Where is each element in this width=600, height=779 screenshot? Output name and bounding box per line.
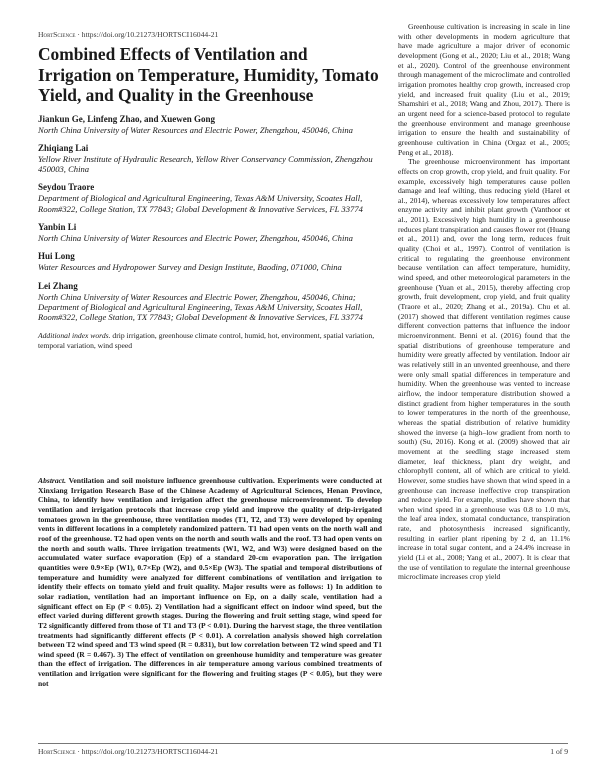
author-affiliation: North China University of Water Resources and Electric Power, Zhengzhou, 450046, China <box>38 232 353 243</box>
abstract-label: Abstract. <box>38 476 67 485</box>
author-block <box>38 114 382 323</box>
left-column <box>38 44 382 351</box>
author-names: Seydou Traore <box>38 182 95 193</box>
footer-citation <box>38 747 218 756</box>
author-affiliation: North China University of Water Resources and Electric Power, Zhengzhou, 450046, China <box>38 124 353 135</box>
keywords-text: drip irrigation, greenhouse climate control, humid, hot, environment, spatial variation, temporal variation, wind speed <box>38 331 375 351</box>
abstract <box>38 476 382 688</box>
author-affiliation: North China University of Water Resources and Electric Power, Zhengzhou, 450046, China; Department of Biological and Agricultural Engineering, Texas A&M University, Scoates Hall, Room#322, College Station, TX 77843; Global Development & Innovative Services, FL 33774 <box>38 291 363 323</box>
footer-journal: HortScience <box>38 747 76 756</box>
author-affiliation: Yellow River Institute of Hydraulic Research, Yellow River Conservancy Commission, Zhengzhou 450003, China <box>38 153 373 175</box>
author-affiliation: Department of Biological and Agricultural Engineering, Texas A&M University, Scoates Hall, Room#322, College Station, TX 77843; Global Development & Innovative Services, FL 33774 <box>38 193 363 214</box>
author-affiliation: Water Resources and Hydropower Survey and Design Institute, Baoding, 071000, China <box>38 262 342 273</box>
author-names: Jiankun Ge, Linfeng Zhao, and Xuewen Gong <box>38 113 216 124</box>
page-number: 1 of 9 <box>550 747 568 756</box>
running-header <box>38 30 218 39</box>
keywords-label: Additional index words. <box>38 331 111 341</box>
journal-name: HortScience <box>38 30 76 39</box>
footer-doi[interactable]: · https://doi.org/10.21273/HORTSCI16044-21 <box>75 747 219 756</box>
body-paragraph: The greenhouse microenvironment has important effects on crop growth, crop yield, and fruit quality. For example, excessively high temperatures cause pollen damage and leaf wilting, thus reducing yield (Harel et al., 2014), whereas excessively low temperatures affect enzyme activity and inhibit plant growth (Vanthoor et al., 2011). Excessively high humidity in a greenhouse reduces plant transpiration and causes flower rot (Huang et al., 2011) and, over the long term, reduces fruit quality (Choi et al., 1997). Control of ventilation is critical to regulating the greenhouse environment because ventilation can affect temperature, humidity, wind speed, and other meteorological parameters in the greenhouse (Yuan et al., 2015), thereby affecting crop growth, fruit development, crop yield, and fruit quality (Traore et al., 2020; Zhang et al., 2019a). Chu et al. (2017) showed that different ventilation regimes cause different convection patterns that influence the indoor microenvironment. Benni et al. (2016) found that the spatial distributions of greenhouse temperature and humidity were greatly affected by ventilation. Indoor air was relatively still in an unvented greenhouse, and there were only small spatial differences in temperature and humidity. When the greenhouse was vented to increase airflow, the indoor temperature distribution showed a distinct gradient from higher temperatures in the south to lower temperatures in the north of the greenhouse, whereas the spatial distribution of relative humidity showed the inverse (a high–low gradient from north to south) (Su, 2016). Kong et al. (2009) showed that air movement at the seedling stage increased stem diameter, leaf thickness, plant dry weight, and chlorophyll content, all of which are critical to yield. However, some studies have shown that wind speed in a greenhouse can increase ineffective crop transpiration and reduce yield. For example, studies have shown that when wind speed in a greenhouse was 0.8 to 1.0 m/s, the leaf area index, stomatal conductance, transpiration rate, and photosynthesis increased significantly, resulting in earlier plant ripening by 2 d, an 11.1% increase in total sugar content, and a 24.4% increase in yield (Li et al., 2008; Yang et al., 2007). It is clear that the use of ventilation to regulate the internal greenhouse microclimate increases crop yield <box>398 157 570 582</box>
page-footer <box>38 743 568 756</box>
abstract-text: Ventilation and soil moisture influence greenhouse cultivation. Experiments were conducted at Xinxiang Irrigation Research Base of the Chinese Academy of Agricultural Sciences, Henan Province, China, to identify how ventilation and irrigation affect the greenhouse microenvironment. To develop ventilation and irrigation protocols that increase crop yield and improve the quality of drip-irrigated tomatoes grown in the greenhouse, three ventilation modes (T1, T2, and T3) were developed by opening vents in different locations in a completely randomized pattern. T1 had open vents on the north wall and roof of the greenhouse. T2 had open vents on the north and south walls and the roof. T3 had open vents on the north and south walls. Three irrigation treatments (W1, W2, and W3) were designed based on the accumulated water surface evaporation (Ep) of a standard 20-cm evaporation pan. The irrigation quantities were 0.9×Ep (W1), 0.7×Ep (W2), and 0.5×Ep (W3). The spatial and temporal distributions of temperature and humidity were analyzed for different combinations of ventilation and irrigation to identify their effects on tomato yield and fruit quality. Major results were as follows: 1) In addition to solar radiation, ventilation had an important influence on Ep, on a daily scale, ventilation had a significant effect on Ep (P < 0.05). 2) Ventilation had a significant effect on indoor wind speed, but the effect varied during different growth stages. During the flowering and fruit setting stage, wind speed for T2 significantly differed from those of T1 and T3 (P < 0.01). During the harvest stage, the three ventilation treatments had significantly different effects (P < 0.01). A correlation analysis showed high correlation between T2 wind speed and T3 wind speed (R = 0.831), but low correlation between T2 wind speed and T1 wind speed (R = 0.467). 3) The effect of ventilation on greenhouse humidity and temperature was greater than the effect of irrigation. The differences in air temperature among various combined treatments of ventilation and irrigation were significant for the flowering and fruiting stages (P < 0.05), but they were not <box>38 476 382 688</box>
author-names: Yanbin Li <box>38 221 77 232</box>
body-paragraph: Greenhouse cultivation is increasing in scale in line with other developments in modern agriculture that have made agriculture a major driver of economic development (Gong et al., 2020; Liu et al., 2018; Wang et al., 2020). Control of the greenhouse environment through management of the microclimate and controlled irrigation promotes healthy crop growth, increased crop yield, and increased fruit quality (Liu et al., 2019; Shamshiri et al., 2018; Wang and Zhou, 2017). There is an urgent need for a science-based protocol to regulate the greenhouse environment and manage greenhouse irrigation to ensure the health and sustainability of greenhouse cultivation in China (Orgaz et al., 2005; Peng et al., 2018). <box>398 22 570 157</box>
keywords <box>38 331 382 351</box>
author-names: Zhiqiang Lai <box>38 142 89 153</box>
author-names: Lei Zhang <box>38 280 78 291</box>
article-title: Combined Effects of Ventilation and Irrigation on Temperature, Humidity, Tomato Yield, and Quality in the Greenhouse <box>38 44 379 105</box>
right-column <box>398 22 570 582</box>
doi-link[interactable]: · https://doi.org/10.21273/HORTSCI16044-21 <box>75 30 219 39</box>
author-names: Hui Long <box>38 251 75 262</box>
